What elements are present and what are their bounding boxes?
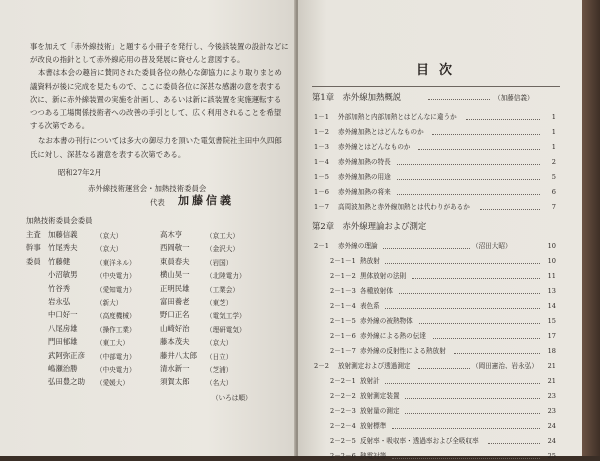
toc-entry: 赤外線加熱の将来	[338, 188, 391, 196]
toc-page: 18	[547, 347, 556, 355]
leader-dots	[397, 194, 540, 195]
toc-entry: 各種放射体	[360, 287, 393, 295]
toc-number: 1－2	[314, 128, 329, 136]
member-name: 高木亨	[160, 230, 183, 239]
member-affiliation: （電気工学）	[206, 312, 246, 321]
member-name: 富田養老	[160, 297, 190, 306]
member-affiliation: （新大）	[96, 299, 123, 307]
toc-entry: 外部加熱と内部加熱とはどんなに違うか	[338, 113, 457, 121]
member-affiliation: （東工大）	[96, 339, 129, 348]
leader-dots	[392, 428, 540, 429]
leader-dots	[418, 368, 470, 369]
toc-number: 2－2－3	[330, 407, 356, 415]
member-affiliation: （中部電力）	[96, 352, 136, 361]
toc-page: 1	[551, 128, 556, 136]
leader-dots	[385, 383, 540, 384]
toc-entry: 黒体放射の法則	[360, 272, 407, 280]
toc-entry: 赤外線の被熱物体	[360, 317, 413, 325]
member-name: 東員春夫	[160, 256, 190, 266]
toc-entry: 放射標準	[360, 422, 387, 430]
preface-line: つつある工場関係技術者への改善の手引として、広く利用されることを希望	[30, 108, 282, 117]
toc-page: 23	[547, 392, 556, 400]
member-affiliation: （京大）	[96, 232, 123, 240]
toc-number: 2－1－7	[330, 347, 356, 355]
leader-dots	[405, 398, 540, 399]
leader-dots	[428, 99, 490, 100]
toc-page: 23	[547, 407, 556, 415]
toc-entry: 反射率・吸収率・透過率および全吸収率	[360, 437, 479, 445]
toc-number: 2－2－6	[330, 452, 356, 460]
member-name: 正明民雄	[160, 283, 190, 293]
toc-entry: 赤外線による熱の伝達	[360, 332, 426, 340]
left-page	[0, 0, 296, 456]
member-name: 清水新一	[160, 364, 190, 373]
toc-entry: 熱放射	[360, 257, 380, 265]
member-name: 加藤信義	[48, 230, 78, 239]
section-author: （沼田大昭）	[472, 242, 512, 250]
toc-number: 1－3	[314, 143, 329, 151]
leader-dots	[397, 179, 540, 180]
member-name: 藤本茂夫	[160, 337, 190, 347]
member-affiliation: （東芝）	[206, 299, 233, 307]
page-edge	[582, 0, 600, 456]
toc-number: 2－1－2	[330, 272, 356, 280]
toc-page: 14	[547, 302, 556, 310]
member-role: 幹事	[26, 243, 41, 253]
list-footnote: （いろは順）	[212, 393, 252, 402]
preface-line: 次に、新に赤外線装置の実施を計画し、あるいは新に該装置を実施運転する	[30, 94, 282, 104]
toc-number: 1－6	[314, 188, 329, 196]
member-name: 藤井八太郎	[160, 350, 197, 360]
member-affiliation: （北陸電力）	[206, 272, 246, 281]
member-affiliation: （京大）	[206, 339, 233, 348]
member-name: 岩永弘	[48, 297, 71, 306]
toc-number: 2－1－6	[330, 332, 356, 340]
member-affiliation: （名大）	[206, 379, 233, 388]
member-affiliation: （京工大）	[206, 232, 239, 240]
member-name: 横山昊一	[160, 270, 190, 280]
toc-entry: 赤外線加熱とはどんなものか	[338, 128, 424, 136]
toc-entry: 赤外線とはどんなものか	[338, 143, 411, 151]
preface-line: する次第である。	[30, 121, 90, 131]
member-name: 小沼敏男	[48, 270, 78, 280]
toc-entry: 赤外線の反射性による熱放射	[360, 347, 446, 355]
leader-dots	[488, 443, 540, 444]
member-affiliation: （中央電力）	[96, 366, 136, 374]
chapter-heading: 第1章 赤外線加熱概説	[312, 92, 402, 102]
toc-page: 5	[551, 173, 556, 181]
member-name: 竹谷秀	[48, 283, 71, 293]
member-role: 委員	[26, 256, 41, 266]
toc-page: 6	[551, 188, 556, 196]
toc-entry: 放射量の測定	[360, 407, 400, 415]
member-role: 主査	[26, 230, 41, 239]
toc-number: 2－1－5	[330, 317, 356, 325]
member-name: 竹藤健	[48, 256, 71, 266]
leader-dots	[412, 278, 540, 279]
leader-dots	[385, 263, 540, 264]
leader-dots	[405, 413, 540, 414]
member-affiliation: （金沢大）	[206, 245, 239, 254]
chapter-author: （加藤信義）	[494, 94, 534, 102]
member-affiliation: （愛媛大）	[96, 379, 129, 388]
toc-page: 10	[547, 257, 556, 265]
toc-number: 2－1－4	[330, 302, 356, 310]
preface-line: 議資料が後に完成を見たもので、ここに委員各位に深甚な感謝の意を表する	[30, 81, 282, 91]
toc-number: 2－2－1	[330, 377, 356, 385]
toc-page: 10	[547, 242, 556, 250]
toc-number: 1－5	[314, 173, 329, 181]
organization-name: 赤外線技術運営会・加熱技術委員会	[88, 184, 207, 193]
member-name: 武阿弥正彦	[48, 350, 85, 360]
member-affiliation: （理研電気）	[206, 325, 246, 334]
committee-title: 加熱技術委員会委員	[26, 216, 93, 225]
member-affiliation: （愛知電力）	[96, 285, 136, 294]
member-affiliation: （東洋ネル）	[96, 258, 136, 267]
toc-page: 7	[551, 203, 556, 211]
toc-entry: 放射計	[360, 377, 380, 385]
leader-dots	[466, 119, 540, 120]
member-affiliation: （京大）	[96, 245, 123, 254]
toc-page: 15	[547, 317, 556, 325]
toc-title: 目次	[416, 63, 463, 78]
member-affiliation: （中央電力）	[96, 272, 136, 281]
member-name: 八尾房雄	[48, 323, 78, 333]
preface-date: 昭和27年2月	[58, 168, 102, 177]
member-affiliation: （岩国）	[206, 258, 233, 267]
toc-entry: 赤外線加熱の特長	[338, 158, 391, 166]
leader-dots	[399, 293, 541, 294]
toc-entry: 放射測定および透過測定	[338, 362, 411, 370]
preface-line: 事を加えて「赤外線技術」と題する小冊子を発行し、今後該装置の設計などに	[30, 42, 289, 51]
member-name: 嶋瀬治勝	[48, 364, 78, 373]
toc-page: 2	[551, 158, 556, 166]
preface-line: が改良の指針として赤外線応用の普及発展に資せんと意図する。	[30, 55, 245, 65]
toc-page: 21	[547, 377, 556, 385]
toc-entry: 熱電対等	[360, 452, 387, 460]
toc-entry: 赤外線加熱の用途	[338, 173, 391, 181]
leader-dots	[383, 248, 470, 249]
toc-number: 2－1－1	[330, 257, 356, 265]
toc-page: 24	[547, 422, 556, 430]
leader-dots	[397, 164, 540, 165]
toc-page: 13	[547, 287, 556, 295]
preface-line: 本書は本会の趣旨に賛同された委員各位の熱心な御協力により取りまとめ	[38, 68, 282, 78]
leader-dots	[433, 338, 540, 339]
member-name: 弘田豊之助	[48, 377, 85, 387]
representative-label: 代表	[150, 198, 165, 207]
toc-page: 11	[547, 272, 556, 280]
leader-dots	[392, 458, 540, 459]
member-name: 須賀太郎	[160, 377, 190, 387]
member-affiliation: （日立）	[206, 352, 233, 361]
toc-number: 2－2	[314, 362, 329, 370]
member-name: 西岡敬一	[160, 243, 190, 253]
right-page	[298, 0, 582, 460]
toc-entry: 高周波加熱と赤外線加熱とは代わりがあるか	[338, 203, 470, 211]
toc-page: 21	[547, 362, 556, 370]
toc-number: 2－1	[314, 242, 329, 250]
toc-number: 2－2－4	[330, 422, 356, 430]
toc-page: 24	[547, 437, 556, 445]
member-affiliation: （芝浦）	[206, 366, 233, 374]
member-affiliation: （工業会）	[206, 285, 239, 294]
member-affiliation: （高度機械）	[96, 312, 136, 321]
chapter-heading: 第2章 赤外線理論および測定	[312, 221, 427, 231]
leader-dots	[480, 209, 540, 210]
toc-page: 1	[551, 113, 556, 121]
toc-page: 17	[547, 332, 556, 340]
member-affiliation: （操作工業）	[96, 325, 136, 334]
leader-dots	[385, 308, 540, 309]
preface-line: 氏に対し、深甚なる謝意を表する次第である。	[30, 149, 186, 159]
section-author: （岡田憲治、岩永弘）	[472, 362, 538, 370]
member-name: 竹尾秀夫	[48, 243, 78, 253]
toc-number: 1－7	[314, 203, 329, 211]
member-name: 野口正名	[160, 310, 190, 320]
member-name: 中口好一	[48, 310, 78, 320]
leader-dots	[418, 149, 540, 150]
toc-number: 1－4	[314, 158, 329, 166]
toc-number: 2－1－3	[330, 287, 356, 295]
member-name: 山崎好治	[160, 323, 190, 333]
representative-name: 加藤信義	[178, 194, 234, 207]
leader-dots	[454, 353, 540, 354]
toc-number: 1－1	[314, 113, 329, 121]
toc-entry: 表色系	[360, 302, 380, 310]
toc-number: 2－2－5	[330, 437, 356, 445]
toc-entry: 放射測定装置	[360, 392, 400, 400]
toc-rule	[312, 86, 560, 87]
toc-page: 1	[551, 143, 556, 151]
leader-dots	[419, 323, 540, 324]
toc-entry: 赤外線の理論	[338, 242, 378, 250]
preface-line: なお本書の刊行については多大の御尽力を頂いた電気書院社主田中久四郎	[38, 136, 282, 146]
leader-dots	[432, 134, 540, 135]
toc-number: 2－2－2	[330, 392, 356, 400]
member-name: 門田郁雄	[48, 337, 78, 347]
toc-page: 25	[547, 452, 556, 460]
